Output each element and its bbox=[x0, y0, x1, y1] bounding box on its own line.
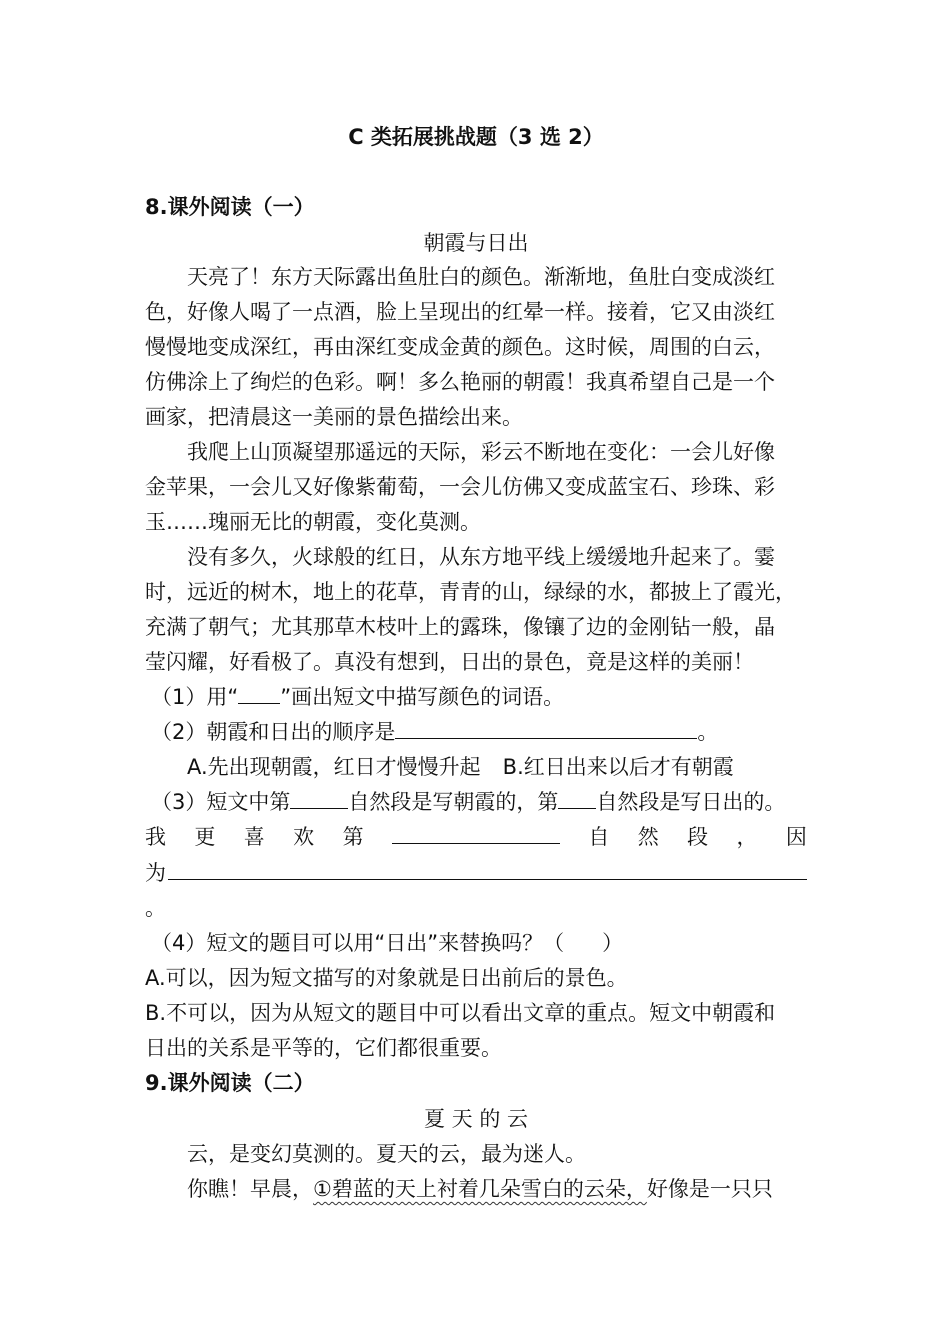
q3-text-a: （3）短文中第 bbox=[151, 790, 291, 814]
passage-line: 天亮了！东方天际露出鱼肚白的颜色。渐渐地，鱼肚白变成淡红 bbox=[187, 265, 775, 289]
q8-question-1 bbox=[145, 682, 807, 712]
spread-char: 欢 bbox=[293, 825, 315, 849]
spread-char: 然 bbox=[637, 825, 659, 849]
passage-line: 画家，把清晨这一美丽的景色描绘出来。 bbox=[145, 405, 523, 429]
q9-line2-a: 你瞧！早晨， bbox=[187, 1177, 313, 1201]
q8-story-title: 朝霞与日出 bbox=[423, 231, 529, 255]
passage-line: 仿佛涂上了绚烂的色彩。啊！多么艳丽的朝霞！我真希望自己是一个 bbox=[145, 370, 775, 394]
spread-char: 因 bbox=[785, 825, 807, 849]
spread-char: 我 bbox=[145, 825, 166, 849]
q2-option-b[interactable]: B.红日出来以后才有朝霞 bbox=[502, 755, 734, 779]
passage-line: 充满了朝气；尤其那草木枝叶上的露珠，像镶了边的金刚钻一般，晶 bbox=[145, 615, 775, 639]
q8-question-2 bbox=[145, 717, 807, 747]
spread-char: 更 bbox=[194, 825, 216, 849]
q4-option-b-cont: 日出的关系是平等的，它们都很重要。 bbox=[145, 1036, 502, 1060]
q4-option-b[interactable]: B.不可以，因为从短文的题目中可以看出文章的重点。短文中朝霞和 bbox=[145, 1001, 776, 1025]
q9-line2-b: 好像是一只只 bbox=[646, 1177, 773, 1201]
q4-text-b: ） bbox=[602, 931, 624, 955]
q4-option-a[interactable]: A.可以，因为短文描写的对象就是日出前后的景色。 bbox=[145, 966, 628, 990]
passage-line: 金苹果，一会儿又好像紫葡萄，一会儿仿佛又变成蓝宝石、珍珠、彩 bbox=[145, 475, 775, 499]
section-title: C 类拓展挑战题（3 选 2） bbox=[348, 125, 604, 149]
q3-because: 为 bbox=[145, 861, 166, 885]
passage-line: 我爬上山顶凝望那遥远的天际，彩云不断地在变化：一会儿好像 bbox=[187, 440, 775, 464]
q1-blank[interactable] bbox=[238, 683, 280, 704]
q3-text-c: 自然段是写日出的。 bbox=[596, 790, 786, 814]
q8-heading: 8.课外阅读（一） bbox=[145, 195, 315, 219]
passage-line: 没有多久，火球般的红日，从东方地平线上缓缓地升起来了。霎 bbox=[187, 545, 775, 569]
q2-text-a: （2）朝霞和日出的顺序是 bbox=[151, 720, 396, 744]
q1-text-b: ”画出短文中描写颜色的词语。 bbox=[280, 685, 565, 709]
q3-prefer-blank[interactable] bbox=[392, 823, 560, 844]
q9-passage-line: 云，是变幻莫测的。夏天的云，最为迷人。 bbox=[187, 1142, 586, 1166]
q3-text-b: 自然段是写朝霞的，第 bbox=[348, 790, 559, 814]
q2-options bbox=[145, 752, 807, 782]
q9-passage-line bbox=[145, 1174, 807, 1204]
spread-char: 第 bbox=[342, 825, 364, 849]
q4-text-a: （4）短文的题目可以用“日出”来替换吗？（ bbox=[151, 931, 565, 955]
passage-line: 莹闪耀，好看极了。真没有想到，日出的景色，竟是这样的美丽！ bbox=[145, 650, 754, 674]
passage-line: 色，好像人喝了一点酒，脸上呈现出的红晕一样。接着，它又由淡红 bbox=[145, 300, 775, 324]
q2-text-b: 。 bbox=[697, 720, 719, 744]
passage-line: 慢慢地变成深红，再由深红变成金黄的颜色。这时候，周围的白云， bbox=[145, 335, 775, 359]
q1-text-a: （1）用“ bbox=[151, 685, 239, 709]
q3-preference-line bbox=[145, 822, 807, 852]
q3-end-mark: 。 bbox=[145, 896, 166, 920]
q3-reason-blank[interactable] bbox=[168, 859, 807, 880]
q8-question-3 bbox=[145, 787, 807, 817]
q2-answer-blank[interactable] bbox=[395, 718, 697, 739]
q9-wavy-sentence: ①碧蓝的天上衬着几朵雪白的云朵， bbox=[313, 1177, 647, 1201]
q9-heading: 9.课外阅读（二） bbox=[145, 1071, 315, 1095]
q2-option-a[interactable]: A.先出现朝霞，红日才慢慢升起 bbox=[187, 755, 481, 779]
spread-char: 段 bbox=[687, 825, 709, 849]
q3-reason-line bbox=[145, 858, 807, 888]
q9-story-title: 夏 天 的 云 bbox=[423, 1107, 529, 1131]
spread-char: ， bbox=[736, 825, 758, 849]
q3-blank-1[interactable] bbox=[290, 788, 348, 809]
passage-line: 时，远近的树木，地上的花草，青青的山，绿绿的水，都披上了霞光， bbox=[145, 580, 796, 604]
spread-char: 自 bbox=[588, 825, 610, 849]
q3-blank-2[interactable] bbox=[558, 788, 596, 809]
passage-line: 玉……瑰丽无比的朝霞，变化莫测。 bbox=[145, 510, 481, 534]
spread-char: 喜 bbox=[243, 825, 265, 849]
q8-question-4 bbox=[145, 928, 807, 958]
